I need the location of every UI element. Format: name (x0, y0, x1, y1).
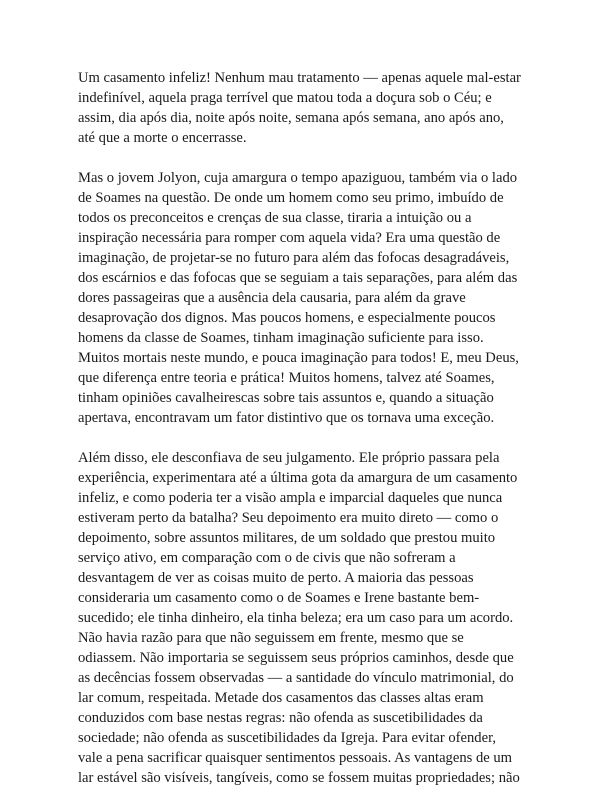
text-line: conduzidos com base nestas regras: não ofenda as suscetibilidades da (78, 710, 483, 726)
text-line: tinham opiniões cavalheirescas sobre tais assuntos e, quando a situação (78, 390, 494, 406)
text-line: que diferença entre teoria e prática! Muitos homens, talvez até Soames, (78, 370, 495, 386)
text-line: dos escárnios e das fofocas que se seguiam a tais separações, para além das (78, 270, 518, 286)
text-line: odiassem. Não importaria se seguissem seus próprios caminhos, desde que (78, 650, 514, 666)
text-line: de Soames na questão. De onde um homem como seu primo, imbuído de (78, 190, 504, 206)
text-line: infeliz, e como poderia ter a visão ampla e imparcial daqueles que nunca (78, 490, 503, 506)
text-line: indefinível, aquela praga terrível que matou toda a doçura sob o Céu; e (78, 90, 492, 106)
text-line: estiveram perto da batalha? Seu depoimento era muito direto — como o (78, 510, 499, 526)
text-line: Além disso, ele desconfiava de seu julgamento. Ele próprio passara pela (78, 450, 500, 466)
text-line: sociedade; não ofenda as suscetibilidades da Igreja. Para evitar ofender, (78, 730, 496, 746)
text-line: Não havia razão para que não seguissem em frente, mesmo que se (78, 630, 464, 646)
text-line: experiência, experimentara até a última gota da amargura de um casamento (78, 470, 518, 486)
text-line: lar comum, respeitada. Metade dos casamentos das classes altas eram (78, 690, 484, 706)
paragraph-3 (78, 448, 538, 788)
text-line: homens da classe de Soames, tinham imaginação suficiente para isso. (78, 330, 484, 346)
text-column (78, 68, 538, 808)
text-line: apertava, encontravam um fator distintivo que os tornava uma exceção. (78, 410, 495, 426)
text-line: todos os preconceitos e crenças de sua classe, tiraria a intuição ou a (78, 210, 472, 226)
text-line: depoimento, sobre assuntos militares, de um soldado que prestou muito (78, 530, 496, 546)
text-line: Um casamento infeliz! Nenhum mau tratamento — apenas aquele mal-estar (78, 70, 521, 86)
text-line: consideraria um casamento como o de Soames e Irene bastante bem- (78, 590, 480, 606)
text-line: as decências fossem observadas — a santidade do vínculo matrimonial, do (78, 670, 514, 686)
text-line: serviço ativo, em comparação com o de civis que não sofreram a (78, 550, 456, 566)
text-line: inspiração necessária para romper com aquela vida? Era uma questão de (78, 230, 501, 246)
text-line: assim, dia após dia, noite após noite, semana após semana, ano após ano, (78, 110, 504, 126)
text-line: desvantagem de ver as coisas muito de perto. A maioria das pessoas (78, 570, 474, 586)
text-line: dores passageiras que a ausência dela causaria, para além da grave (78, 290, 466, 306)
text-line: lar estável são visíveis, tangíveis, como se fossem muitas propriedades; não (78, 770, 520, 786)
text-line: sucedido; ele tinha dinheiro, ela tinha beleza; era um caso para um acordo. (78, 610, 514, 626)
paragraph-1 (78, 68, 538, 148)
text-line: até que a morte o encerrasse. (78, 130, 247, 146)
paragraph-2 (78, 168, 538, 428)
text-line: Mas o jovem Jolyon, cuja amargura o tempo apaziguou, também via o lado (78, 170, 518, 186)
text-line: imaginação, de projetar-se no futuro para além das fofocas desagradáveis, (78, 250, 510, 266)
text-line: vale a pena sacrificar quaisquer sentimentos pessoais. As vantagens de um (78, 750, 513, 766)
text-line: desaprovação dos dignos. Mas poucos homens, e especialmente poucos (78, 310, 496, 326)
text-line: Muitos mortais neste mundo, e pouca imaginação para todos! E, meu Deus, (78, 350, 519, 366)
